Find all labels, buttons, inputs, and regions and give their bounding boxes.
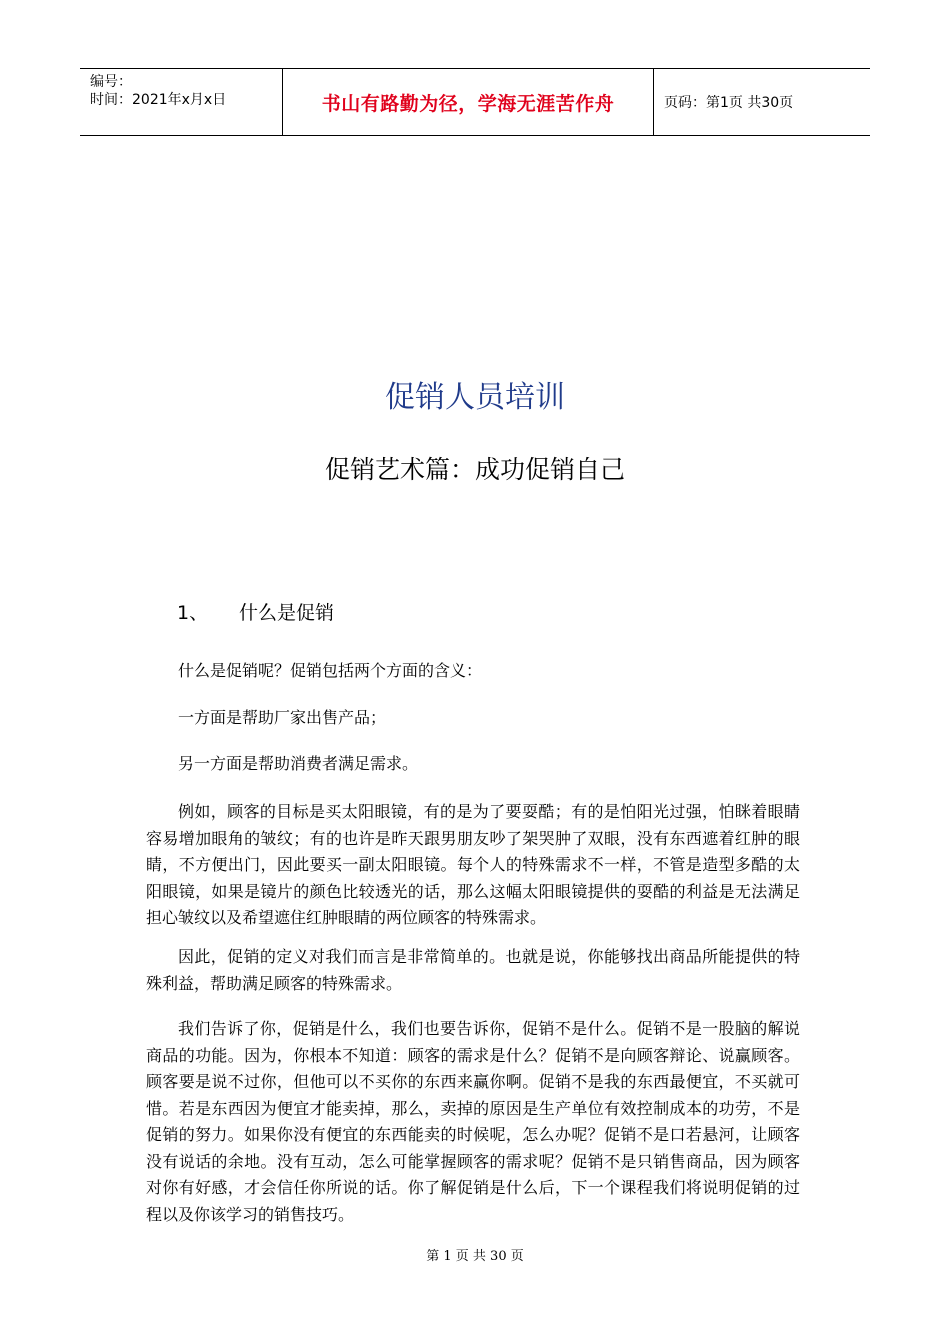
header-table bbox=[80, 68, 870, 136]
number-label: 编号： bbox=[90, 74, 132, 90]
section-heading bbox=[177, 598, 334, 625]
paragraph: 我们告诉了你，促销是什么，我们也要告诉你，促销不是什么。促销不是一股脑的解说商品的功能。因为，你根本不知道：顾客的需求是什么？促销不是向顾客辩论、说赢顾客。顾客要是说不过你，但他可以不买你的东西来赢你啊。促销不是我的东西最便宜，不买就可惜。若是东西因为便宜才能卖掉，那么，卖掉的原因是生产单位有效控制成本的功劳，不是促销的努力。如果你没有便宜的东西能卖的时候呢，怎么办呢？促销不是口若悬河，让顾客没有说话的余地。没有互动，怎么可能掌握顾客的需求呢？促销不是只销售商品，因为顾客对你有好感，才会信任你所说的话。你了解促销是什么后，下一个课程我们将说明促销的过程以及你该学习的销售技巧。 bbox=[146, 1019, 800, 1224]
header-meta bbox=[80, 69, 282, 135]
page-label: 页码：第1页 共30页 bbox=[664, 95, 794, 111]
paragraph: 例如，顾客的目标是买太阳眼镜，有的是为了要耍酷；有的是怕阳光过强，怕眯着眼睛容易增加眼角的皱纹；有的也许是昨天跟男朋友吵了架哭肿了双眼，没有东西遮着红肿的眼睛，不方便出门，因此要买一副太阳眼镜。每个人的特殊需求不一样，不管是造型多酷的太阳眼镜，如果是镜片的颜色比较透光的话，那么这幅太阳眼镜提供的耍酷的利益是无法满足担心皱纹以及希望遮住红肿眼睛的两位顾客的特殊需求。 bbox=[146, 802, 800, 927]
paragraph: 因此，促销的定义对我们而言是非常简单的。也就是说，你能够找出商品所能提供的特殊利益，帮助满足顾客的特殊需求。 bbox=[146, 947, 800, 993]
section-title: 什么是促销 bbox=[239, 602, 335, 624]
page-footer: 第 1 页 共 30 页 bbox=[426, 1249, 524, 1264]
paragraph: 什么是促销呢？促销包括两个方面的含义： bbox=[178, 661, 483, 680]
document-subtitle: 促销艺术篇：成功促销自己 bbox=[324, 455, 625, 484]
paragraph: 另一方面是帮助消费者满足需求。 bbox=[178, 754, 419, 773]
paragraph: 一方面是帮助厂家出售产品； bbox=[178, 708, 387, 727]
time-label: 时间：2021年x月x日 bbox=[90, 92, 227, 108]
section-number: 1、 bbox=[177, 602, 209, 624]
header-page-cell bbox=[654, 69, 870, 135]
header-motto-cell bbox=[282, 69, 654, 135]
document-title: 促销人员培训 bbox=[385, 380, 565, 415]
motto-text: 书山有路勤为径，学海无涯苦作舟 bbox=[321, 92, 615, 115]
